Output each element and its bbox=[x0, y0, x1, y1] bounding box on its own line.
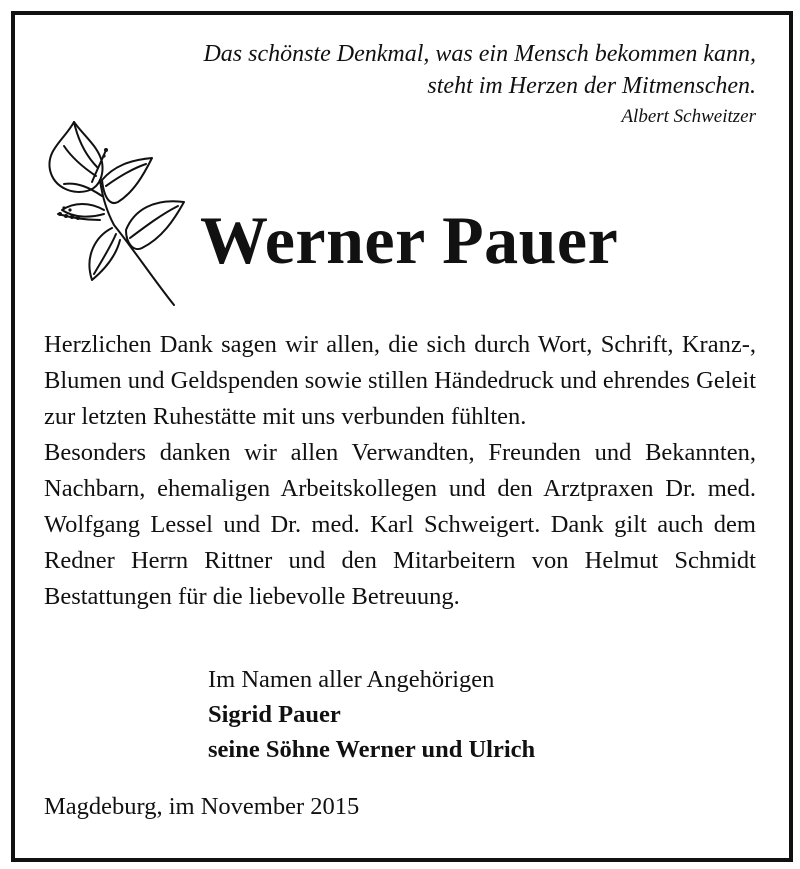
thank-you-text bbox=[44, 327, 756, 615]
signature-name-2: seine Söhne Werner und Ulrich bbox=[208, 736, 536, 763]
deceased-name: Werner Pauer bbox=[200, 202, 619, 278]
calla-lily-icon bbox=[34, 110, 194, 310]
quote-line-2: steht im Herzen der Mitmenschen. bbox=[427, 73, 756, 99]
thank-you-paragraph-1: Herzlichen Dank sagen wir allen, die sich durch Wort, Schrift, Kranz-, Blumen und Geldspenden sowie stillen Händedruck und ehrendes Geleit zur letzten Ruhestätte mit uns verbunden fühlten. bbox=[44, 331, 756, 430]
signature-name-1: Sigrid Pauer bbox=[208, 701, 341, 728]
thank-you-paragraph-2: Besonders danken wir allen Verwandten, Freunden und Bekannten, Nachbarn, ehemaligen Arbeitskollegen und den Arztpraxen Dr. med. Wolfgang Lessel und Dr. med. Karl Schweigert. Dank gilt auch dem Redner Herrn Rittner und den Mitarbeitern von Helmut Schmidt Bestattungen für die liebevolle Betreuung. bbox=[44, 439, 756, 610]
signature-block bbox=[208, 662, 535, 767]
signature-intro: Im Namen aller Angehörigen bbox=[208, 666, 495, 693]
epigraph-quote bbox=[203, 38, 756, 130]
place-and-date: Magdeburg, im November 2015 bbox=[44, 793, 360, 820]
quote-line-1: Das schönste Denkmal, was ein Mensch bekommen kann, bbox=[203, 41, 756, 67]
quote-author: Albert Schweitzer bbox=[621, 106, 756, 127]
